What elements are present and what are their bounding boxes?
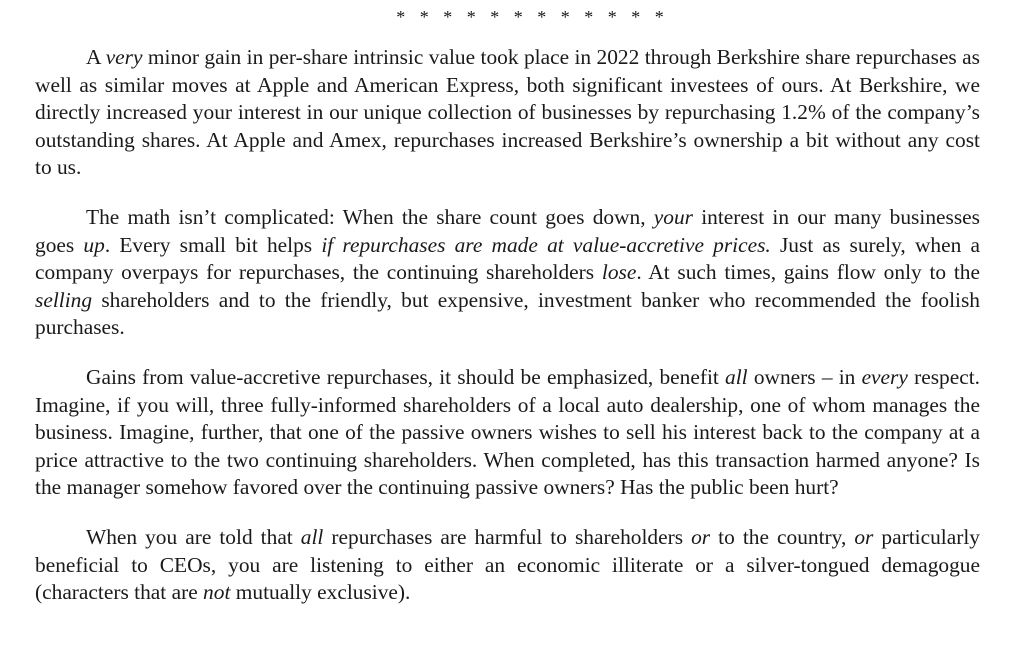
emphasis-text: not [203, 580, 231, 605]
paragraph-share-repurchases [35, 44, 980, 182]
paragraph-value-accretive-gains [35, 364, 980, 502]
text-segment: particularly beneficial to CEOs, you are listening to either an economic illiterate or a silver-tongued demagogue (characters that are [35, 524, 980, 605]
text-segment: . Every small bit helps [104, 232, 322, 257]
emphasis-text: if repurchases are made at value-accretive prices. [321, 232, 771, 257]
emphasis-text: lose [601, 260, 637, 285]
emphasis-text: up [83, 232, 105, 257]
text-segment: interest in our many businesses goes [35, 204, 980, 257]
emphasis-text: very [105, 45, 143, 69]
text-segment: repurchases are harmful to shareholders [323, 524, 692, 549]
emphasis-text: selling [35, 287, 93, 312]
text-segment: When you are told that [86, 524, 301, 549]
emphasis-text: your [653, 204, 693, 229]
paragraph-share-count-math [35, 204, 980, 342]
document-page [35, 4, 980, 607]
paragraph-harmful-claims [35, 524, 980, 607]
text-segment: . At such times, gains flow only to the [636, 260, 980, 285]
text-segment: The math isn’t complicated: When the share count goes down, [86, 204, 654, 229]
emphasis-text: every [861, 364, 908, 389]
emphasis-text: or [854, 524, 874, 549]
emphasis-text: or [691, 524, 711, 549]
text-segment: Just as surely, when a company overpays for repurchases, the continuing shareholders [35, 232, 980, 285]
text-segment: Gains from value-accretive repurchases, it should be emphasized, benefit [86, 364, 726, 389]
text-segment: owners – in [747, 364, 862, 389]
text-segment: A [86, 45, 106, 69]
emphasis-text: all [300, 524, 324, 549]
text-segment: mutually exclusive). [230, 580, 411, 605]
text-segment: to the country, [710, 524, 855, 549]
emphasis-text: all [725, 364, 748, 389]
text-segment: minor gain in per-share intrinsic value took place in 2022 through Berkshire share repurchases as well as similar moves at Apple and American Express, both significant investees of ours. At Berkshire, we directly increased your interest in our unique collection of businesses by repurchasing 1.2% of the company’s outstanding shares. At Apple and Amex, repurchases increased Berkshire’s ownership a bit without any cost to us. [35, 45, 980, 180]
section-separator: * * * * * * * * * * * * [396, 7, 669, 27]
text-segment: respect. Imagine, if you will, three fully-informed shareholders of a local auto dealership, one of whom manages the business. Imagine, further, that one of the passive owners wishes to sell his interest back to the company at a price attractive to the two continuing shareholders. When completed, has this transaction harmed anyone? Is the manager somehow favored over the continuing passive owners? Has the public been hurt? [35, 364, 980, 500]
text-segment: shareholders and to the friendly, but expensive, investment banker who recommended the foolish purchases. [35, 287, 980, 340]
